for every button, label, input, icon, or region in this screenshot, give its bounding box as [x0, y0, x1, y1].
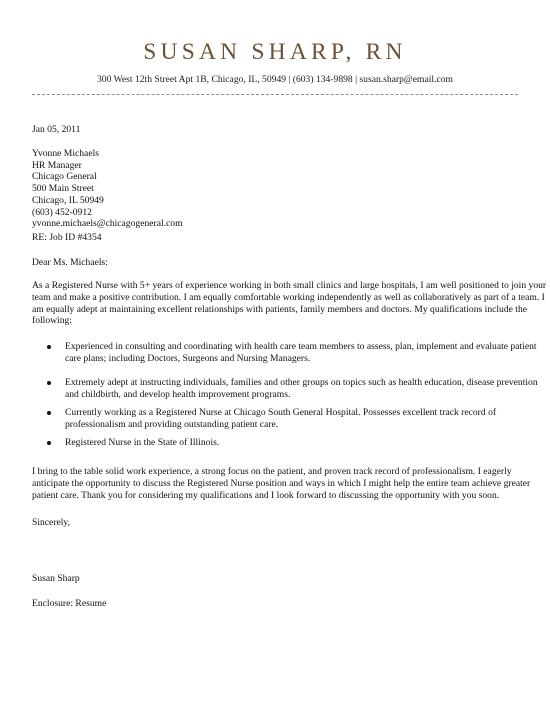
qualification-line: Experienced in consulting and coordinating with health care team members to assess, plan, implement and evaluate patient [65, 341, 537, 352]
recipient-company: Chicago General [32, 171, 97, 183]
signoff: Sincerely, [32, 517, 71, 528]
recipient-name: Yvonne Michaels [32, 148, 99, 159]
intro-paragraph [32, 280, 547, 327]
recipient-street: 500 Main Street [32, 183, 94, 195]
salutation: Dear Ms. Michaels: [32, 257, 108, 268]
bullet-icon [47, 381, 51, 385]
intro-line: following: [32, 315, 72, 327]
recipient-phone: (603) 452-0912 [32, 206, 92, 218]
qualification-line: and childbirth, and develop health improvement programs. [65, 388, 291, 400]
signature-name: Susan Sharp [32, 573, 80, 584]
recipient-title: HR Manager [32, 159, 82, 171]
bullet-icon [47, 441, 51, 445]
header-divider [32, 94, 518, 95]
letter-date: Jan 05, 2011 [32, 124, 81, 135]
qualification-line: Currently working as a Registered Nurse at Chicago South General Hospital. Possesses excellent track record of [65, 407, 497, 418]
bullet-icon [47, 411, 51, 415]
closing-line: I bring to the table solid work experience, a strong focus on the patient, and proven track record of professionalism. I eagerly [32, 466, 512, 477]
intro-line: As a Registered Nurse with 5+ years of experience working in both small clinics and large hospitals, I am well positioned to join your [32, 280, 547, 291]
recipient-email: yvonne.michaels@chicagogeneral.com [32, 218, 183, 230]
closing-line: anticipate the opportunity to discuss the Registered Nurse position and ways in which I might help the entire team achieve greater [32, 477, 531, 489]
recipient-city: Chicago, IL 50949 [32, 194, 104, 206]
intro-line: team and make a positive contribution. I am equally comfortable working independently as well as collaboratively as part of a team. I [32, 291, 545, 303]
qualification-line: Registered Nurse in the State of Illinois. [65, 437, 220, 448]
contact-info: 300 West 12th Street Apt 1B, Chicago, IL, 50949 | (603) 134-9898 | susan.sharp@email.com [97, 74, 453, 85]
qualification-line: professionalism and providing outstanding patient care. [65, 418, 279, 430]
intro-line: am equally adept at maintaining excellent relationships with patients, family members and doctors. My qualifications include the [32, 303, 528, 315]
subject-line: RE: Job ID #4354 [32, 232, 102, 243]
enclosure-line: Enclosure: Resume [32, 598, 107, 609]
closing-paragraph [32, 466, 531, 501]
qualification-line: care plans; including Doctors, Surgeons and Nursing Managers. [65, 352, 311, 364]
qualification-line: Extremely adept at instructing individuals, families and other groups on topics such as health education, disease prevention [65, 377, 538, 388]
applicant-name: SUSAN SHARP, RN [143, 39, 407, 65]
bullet-icon [47, 345, 51, 349]
closing-line: patient care. Thank you for considering my qualifications and I look forward to discussing the opportunity with you soon. [32, 489, 500, 501]
